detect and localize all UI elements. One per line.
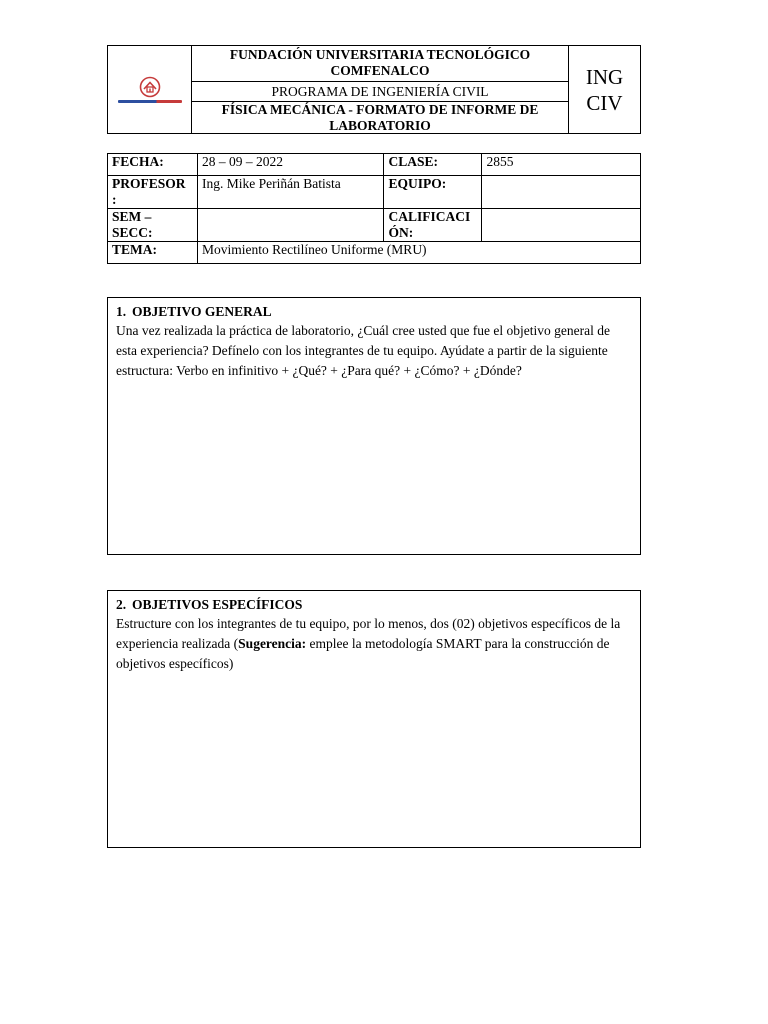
logo-caption-bar [118, 100, 182, 103]
section-number: 1. [116, 304, 127, 319]
institution-name: FUNDACIÓN UNIVERSITARIA TECNOLÓGICO COMFENALCO [192, 46, 568, 82]
header-titles [192, 46, 569, 133]
calificacion-label: CALIFICACI ÓN: [384, 209, 482, 242]
program-code-line2: CIV [586, 90, 623, 115]
objetivo-general-box[interactable] [107, 297, 641, 555]
logo-cell [108, 46, 192, 133]
sem-secc-value[interactable] [197, 209, 384, 242]
table-row [108, 154, 641, 176]
document-header [107, 45, 641, 134]
clase-label: CLASE: [384, 154, 482, 176]
equipo-label: EQUIPO: [384, 176, 482, 209]
equipo-value[interactable] [482, 176, 641, 209]
section-instructions [116, 614, 632, 674]
program-name: PROGRAMA DE INGENIERÍA CIVIL [192, 82, 568, 102]
table-row [108, 242, 641, 264]
objetivos-especificos-box[interactable] [107, 590, 641, 848]
comfenalco-logo-icon [136, 76, 164, 98]
calificacion-value[interactable] [482, 209, 641, 242]
program-code-line1: ING [585, 64, 624, 89]
suggestion-label: Sugerencia: [238, 636, 307, 651]
instructions-start: Estructure con los integrantes de tu equipo, por lo menos, dos (02) objetivos específicos de la experiencia realizada ( [116, 616, 621, 651]
format-title: FÍSICA MECÁNICA - FORMATO DE INFORME DE LABORATORIO [221, 102, 539, 133]
fecha-label: FECHA: [108, 154, 198, 176]
section-title: OBJETIVO GENERAL [132, 304, 272, 319]
table-row [108, 176, 641, 209]
profesor-value[interactable]: Ing. Mike Periñán Batista [197, 176, 384, 209]
sem-secc-label: SEM – SECC: [108, 209, 198, 242]
program-code [569, 46, 640, 133]
section-instructions: Una vez realizada la práctica de laboratorio, ¿Cuál cree usted que fue el objetivo general de esta experiencia? Defínelo con los integrantes de tu equipo. Ayúdate a partir de la siguiente estructura: Verbo en infinitivo + ¿Qué? + ¿Para qué? + ¿Cómo? + ¿Dónde? [116, 323, 610, 378]
section-heading [116, 596, 632, 613]
clase-value[interactable]: 2855 [482, 154, 641, 176]
section-heading [116, 303, 632, 320]
profesor-label: PROFESOR : [108, 176, 198, 209]
tema-value[interactable]: Movimiento Rectilíneo Uniforme (MRU) [197, 242, 640, 264]
info-table [107, 153, 641, 264]
section-number: 2. [116, 597, 127, 612]
tema-label: TEMA: [108, 242, 198, 264]
table-row [108, 209, 641, 242]
section-title: OBJETIVOS ESPECÍFICOS [132, 597, 303, 612]
fecha-value[interactable]: 28 – 09 – 2022 [197, 154, 384, 176]
instructions-end: emplee la metodología SMART para la construcción de objetivos específicos) [116, 636, 610, 671]
